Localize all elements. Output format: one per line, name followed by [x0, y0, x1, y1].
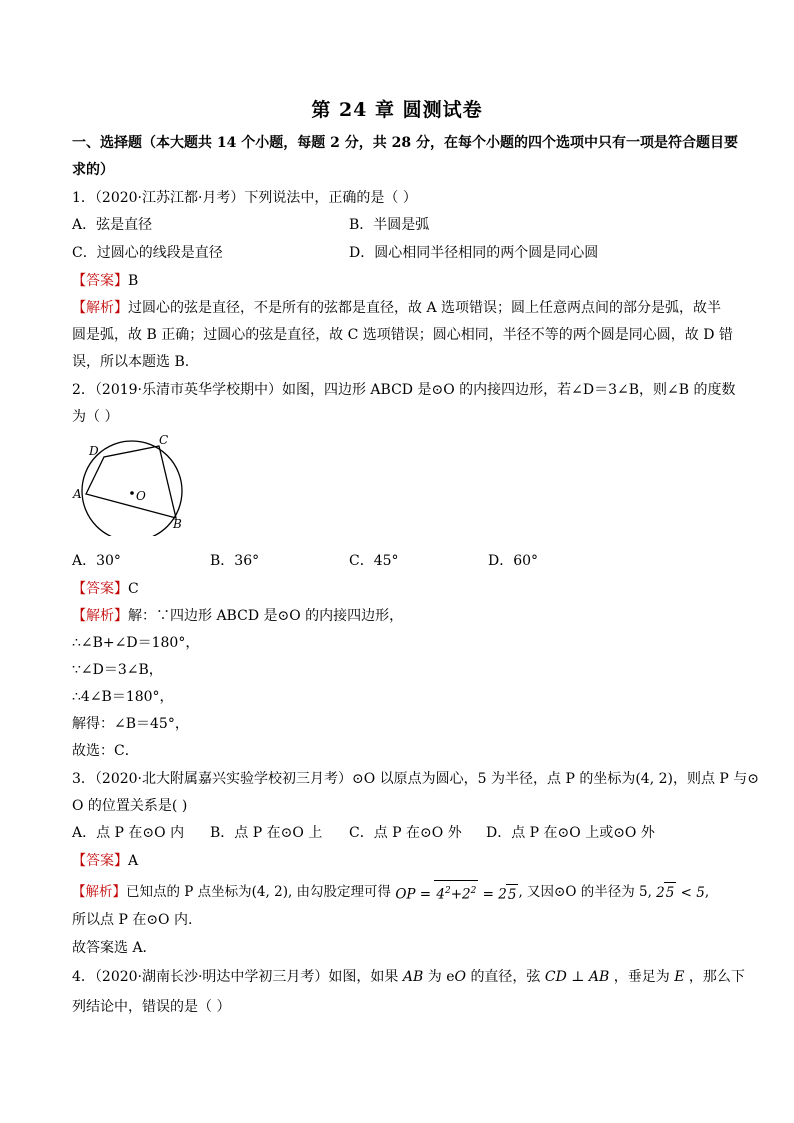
q4-seg-ab: AB: [402, 969, 424, 985]
q3-answer: [72, 851, 724, 871]
q1-analysis-text1: 过圆心的弦是直径，不是所有的弦都是直径，故 A 选项错误；圆上任意两点间的部分是弧，故半: [128, 300, 722, 316]
q1-option-b: B．半圆是弧: [349, 217, 430, 233]
q3-formula-op: OP = $4^2+2^2 = 25$: [395, 880, 518, 905]
label-c: C: [159, 433, 169, 447]
q4-text-c: 的直径，弦: [470, 969, 541, 985]
q3-stem-line1: 3．（2020·北大附属嘉兴实验学校初三月考）⊙O 以原点为圆心，5 为半径，点 P 的坐标为(4, 2)，则点 P 与⊙: [72, 771, 760, 787]
q4-seg-cd-perp-ab: CD ⊥ AB: [544, 969, 610, 985]
label-d: D: [89, 444, 99, 458]
q2-stem-line2: 为（ ）: [72, 409, 119, 425]
analysis-label: 【解析】: [72, 300, 128, 316]
q3-analysis-text-b: , 又因⊙O 的半径为 5,: [518, 883, 652, 900]
analysis-label: 【解析】: [72, 608, 128, 624]
q2-analysis-line6: 故选：C．: [72, 743, 139, 759]
q2-stem-line1: 2．（2019·乐清市英华学校期中）如图，四边形 ABCD 是⊙O 的内接四边形，若∠D＝3∠B，则∠B 的度数: [72, 382, 736, 398]
q4-text-d: ，垂足为: [613, 969, 670, 985]
q4-text-b: 为: [427, 969, 442, 985]
section-heading-line1: 一、选择题（本大题共 14 个小题，每题 2 分，共 28 分，在每个小题的四个选项中只有一项是符合题目要: [72, 135, 738, 151]
q2-circle-figure: [72, 432, 192, 536]
q2-answer-value: C: [128, 581, 139, 597]
quadrilateral-abcd: [86, 446, 176, 518]
q3-option-b: B．点 P 在⊙O 上: [210, 825, 323, 841]
q1-answer-value: B: [128, 273, 139, 289]
q3-analysis-line2: 所以点 P 在⊙O 内.: [72, 912, 193, 928]
q2-analysis-text1: 解：∵四边形 ABCD 是⊙O 的内接四边形，: [128, 608, 404, 624]
q1-stem: 1．（2020·江苏江都·月考）下列说法中，正确的是（ ）: [72, 190, 417, 206]
q3-answer-value: A: [128, 853, 139, 869]
q1-option-c: C．过圆心的线段是直径: [72, 245, 223, 261]
q3-analysis-line1: 【解析】已知点的 P 点坐标为(4, 2), 由勾股定理可得 OP = $4^2+2^2 = 25$ , 又因⊙O 的半径为 5, 25 < 5,: [72, 880, 724, 905]
q3-option-a: A．点 P 在⊙O 内: [72, 825, 185, 841]
q2-analysis-line1: [72, 606, 724, 626]
q3-option-d: D．点 P 在⊙O 上或⊙O 外: [486, 825, 655, 841]
q1-option-a: A．弦是直径: [72, 217, 153, 233]
q2-option-c: C．45°: [349, 553, 399, 569]
q2-analysis-line4: ∴4∠B＝180°，: [72, 689, 174, 705]
q1-analysis-line2: 圆是弧，故 B 正确；过圆心的弦是直径，故 C 选项错误；圆心相同，半径不等的两个圆是同心圆，故 D 错: [72, 327, 733, 343]
q4-stem-line1: [72, 967, 745, 987]
center-point: [130, 491, 134, 495]
q3-formula-ineq: 25 < 5: [656, 882, 705, 903]
answer-label: 【答案】: [72, 581, 128, 597]
q2-option-b: B．36°: [210, 553, 260, 569]
q3-stem-line2: O 的位置关系是( ): [72, 798, 188, 814]
q4-circle-o: eO: [446, 969, 466, 985]
q3-option-c: C．点 P 在⊙O 外: [349, 825, 462, 841]
q2-analysis-line3: ∵∠D＝3∠B，: [72, 662, 163, 678]
q2-option-a: A．30°: [72, 553, 121, 569]
q4-stem-line2: 列结论中，错误的是（ ）: [72, 999, 231, 1015]
q1-option-d: D．圆心相同半径相同的两个圆是同心圆: [349, 245, 599, 261]
q1-answer: [72, 271, 724, 291]
section-heading-line2: 求的）: [72, 162, 114, 178]
answer-label: 【答案】: [72, 273, 128, 289]
q1-analysis-line1: [72, 298, 724, 318]
page-title: 第 24 章 圆测试卷: [311, 99, 483, 121]
q4-text-a: 4．（2020·湖南长沙·明达中学初三月考）如图，如果: [72, 969, 399, 985]
q2-option-d: D．60°: [488, 553, 539, 569]
answer-label: 【答案】: [72, 853, 128, 869]
q2-analysis-line2: ∴∠B+∠D＝180°，: [72, 635, 200, 651]
q3-conclusion: 故答案选 A．: [72, 940, 157, 956]
q1-analysis-line3: 误，所以本题选 B.: [72, 354, 190, 370]
q2-answer: [72, 579, 724, 599]
analysis-label: 【解析】: [72, 883, 126, 900]
label-b: B: [173, 517, 182, 531]
q4-text-e: ，那么下: [688, 969, 745, 985]
label-a: A: [73, 487, 82, 501]
label-o: O: [136, 489, 146, 503]
q3-analysis-text-a: 已知点的 P 点坐标为(4, 2), 由勾股定理可得: [126, 883, 392, 900]
q4-point-e: E: [674, 969, 685, 985]
q2-analysis-line5: 解得：∠B＝45°，: [72, 716, 189, 732]
